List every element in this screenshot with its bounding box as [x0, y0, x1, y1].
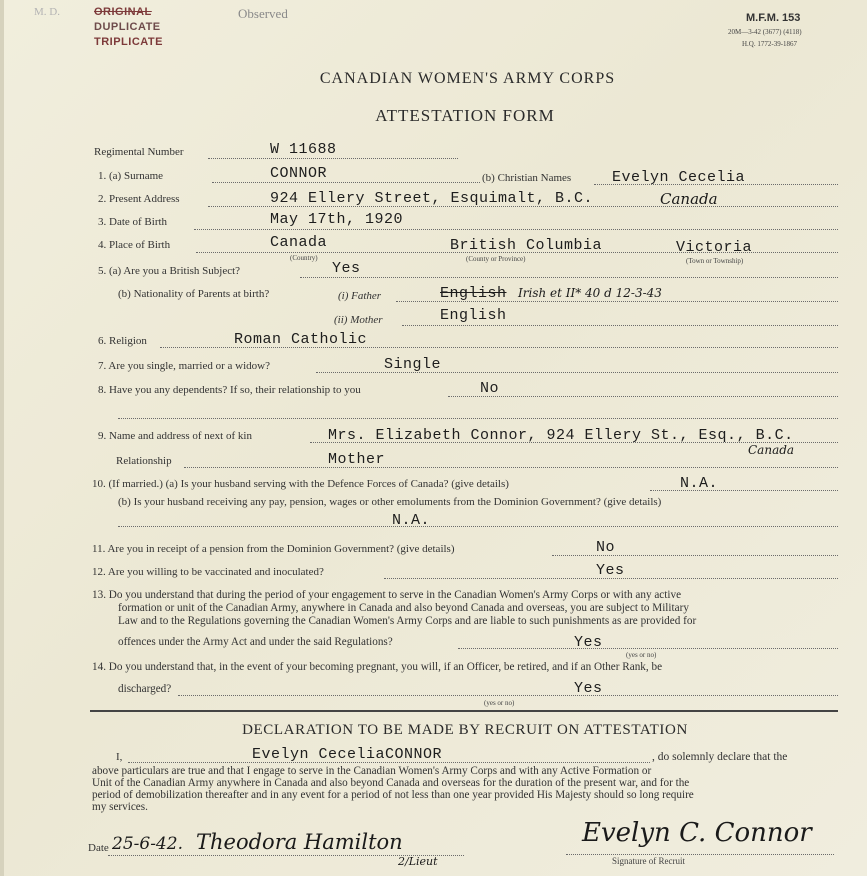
q14-line2: discharged?: [118, 683, 172, 695]
declaration-title: DECLARATION TO BE MADE BY RECRUIT ON ATTESTATION: [242, 722, 688, 738]
form-code-line2: 20M—3-42 (3677) (4118): [728, 28, 802, 36]
q11-value: No: [596, 539, 616, 556]
regimental-number-label: Regimental Number: [94, 146, 184, 158]
q10b-label: (b) Is your husband receiving any pay, pension, wages or other emoluments from the Dominion Government? (give details): [118, 496, 662, 508]
next-of-kin-value: Mrs. Elizabeth Connor, 924 Ellery St., Esq., B.C.: [328, 427, 794, 444]
dob-value: May 17th, 1920: [270, 211, 404, 228]
declaration-divider: [90, 710, 838, 712]
declaration-line3: period of demobilization thereafter and in any event for a period of not less than one year provided His Majesty should so long require: [92, 789, 694, 801]
q13-line4: offences under the Army Act and under the said Regulations?: [118, 636, 393, 648]
declaration-line1: above particulars are true and that I engage to serve in the Canadian Women's Army Corps and with any Active Formation or: [92, 765, 652, 777]
address-value: 924 Ellery Street, Esquimalt, B.C.: [270, 190, 594, 207]
next-of-kin-handwritten: Canada: [748, 443, 795, 457]
q14-value: Yes: [574, 680, 603, 697]
q10a-value: N.A.: [680, 475, 719, 492]
caption-country: (Country): [290, 254, 318, 262]
q5a-label: 5. (a) Are you a British Subject?: [98, 265, 241, 277]
q14-line1: 14. Do you understand that, in the event of your becoming pregnant, you will, if an Officer, be retired, and if an Other Rank, be: [92, 661, 663, 673]
q7-value: Single: [384, 356, 442, 373]
father-value: English: [440, 285, 507, 302]
stamp-triplicate: TRIPLICATE: [94, 36, 163, 48]
address-handwritten: Canada: [660, 190, 718, 208]
recruit-signature: Evelyn C. Connor: [582, 818, 812, 848]
declaration-solemnly: , do solemnly declare that the: [652, 751, 788, 763]
q13-line3: Law and to the Regulations governing the Canadian Women's Army Corps and are liable to such punishments as are provided for: [118, 615, 697, 627]
relationship-value: Mother: [328, 451, 386, 468]
q8-label: 8. Have you any dependents? If so, their relationship to you: [98, 384, 361, 396]
caption-province: (County or Province): [466, 255, 526, 263]
q14-yes-or-no: (yes or no): [484, 699, 515, 707]
relationship-label: Relationship: [116, 455, 172, 467]
date-handwritten: 25-6-42.: [112, 834, 183, 854]
q1b-christian-names-label: (b) Christian Names: [482, 172, 572, 184]
religion-value: Roman Catholic: [234, 331, 368, 348]
father-handwritten: Irish et II* 40 d 12-3-43: [518, 286, 662, 300]
stamp-duplicate: DUPLICATE: [94, 21, 161, 33]
observed-stamp: Observed: [238, 6, 288, 21]
q5b-label: (b) Nationality of Parents at birth?: [118, 288, 270, 300]
q3-dob-label: 3. Date of Birth: [98, 216, 168, 228]
q13-line1: 13. Do you understand that during the period of your engagement to serve in the Canadian Women's Army Corps or with any active: [92, 589, 682, 601]
q13-yes-or-no: (yes or no): [626, 651, 657, 659]
q13-value: Yes: [574, 634, 603, 651]
form-code-line3: H.Q. 1772-39-1867: [742, 40, 798, 48]
declaration-name-value: Evelyn CeceliaCONNOR: [252, 746, 443, 763]
form-title: CANADIAN WOMEN'S ARMY CORPS: [319, 70, 616, 87]
form-subtitle: ATTESTATION FORM: [375, 106, 555, 125]
q10b-value: N.A.: [392, 512, 431, 529]
christian-names-value: Evelyn Cecelia: [612, 169, 746, 186]
mother-value: English: [440, 307, 507, 324]
q6-religion-label: 6. Religion: [98, 335, 147, 347]
regimental-number-value: W 11688: [270, 141, 337, 158]
birth-province-value: British Columbia: [450, 237, 603, 254]
q2-address-label: 2. Present Address: [98, 193, 180, 205]
q13-line2: formation or unit of the Canadian Army, anywhere in Canada and also beyond Canada and overseas, you are subject to Military: [118, 602, 689, 614]
stamp-original: ORIGINAL: [94, 6, 152, 18]
q1-surname-label: 1. (a) Surname: [98, 170, 164, 182]
birth-country-value: Canada: [270, 234, 328, 251]
date-label: Date: [88, 842, 109, 854]
witness-signature: Theodora Hamilton: [196, 830, 403, 854]
father-label: (i) Father: [338, 290, 382, 302]
birth-town-value: Victoria: [676, 239, 753, 256]
q10a-label: 10. (If married.) (a) Is your husband serving with the Defence Forces of Canada? (give details): [92, 478, 509, 490]
witness-rank: 2/Lieut: [398, 855, 438, 868]
q7-label: 7. Are you single, married or a widow?: [98, 360, 270, 372]
q12-label: 12. Are you willing to be vaccinated and inoculated?: [92, 566, 324, 578]
q11-label: 11. Are you in receipt of a pension from the Dominion Government? (give details): [92, 543, 455, 555]
mother-label: (ii) Mother: [334, 314, 383, 326]
q12-value: Yes: [596, 562, 625, 579]
faint-prefix: M. D.: [34, 6, 60, 18]
surname-value: CONNOR: [270, 165, 328, 182]
form-code: M.F.M. 153: [746, 12, 801, 24]
q4-place-of-birth-label: 4. Place of Birth: [98, 239, 171, 251]
declaration-line2: Unit of the Canadian Army anywhere in Canada and also beyond Canada and overseas for the duration of the present war, and for the: [92, 777, 690, 789]
declaration-line4: my services.: [92, 801, 148, 813]
signature-caption: Signature of Recruit: [612, 856, 685, 866]
q8-value: No: [480, 380, 500, 397]
declaration-i-label: I,: [116, 751, 123, 763]
q9-label: 9. Name and address of next of kin: [98, 430, 252, 442]
caption-town: (Town or Township): [686, 257, 744, 265]
q5a-value: Yes: [332, 260, 361, 277]
